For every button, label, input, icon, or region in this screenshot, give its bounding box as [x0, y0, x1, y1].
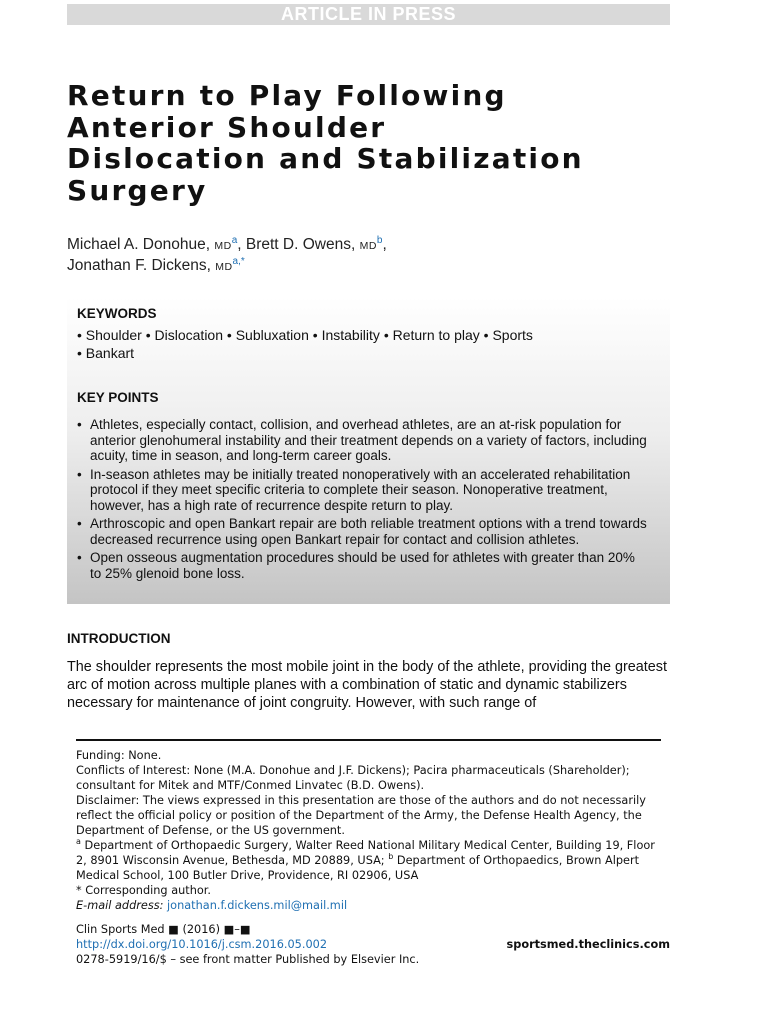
keyword: Instability — [321, 327, 380, 343]
introduction-body: The shoulder represents the most mobile joint in the body of the athlete, providing the greatest arc of motion across multiple planes with a combination of static and dynamic stabilizers necessary for maintenance of joint congruity. However, with such range of — [67, 659, 667, 711]
keyword-bullet: • — [226, 327, 236, 343]
title-line: Dislocation and Stabilization — [67, 142, 584, 175]
affiliation-a: Department of Orthopaedic Surgery, Walter Reed National Military Medical Center, Building 19, Floor 2, 8901 Wisconsin Avenue, Bethesda, MD 20889, USA; — [76, 839, 655, 867]
copyright-line: 0278-5919/16/$ – see front matter Published by Elsevier Inc. — [76, 953, 420, 966]
page-footer — [76, 922, 670, 967]
author-list — [67, 235, 687, 277]
email-line — [76, 898, 666, 913]
affiliation-link[interactable]: a — [231, 234, 238, 246]
author-separator: , — [382, 236, 387, 253]
keyword: Return to play — [392, 327, 480, 343]
keyword-bullet: • — [77, 327, 86, 343]
article-title — [67, 80, 687, 206]
keywords-keypoints-box — [67, 297, 670, 604]
title-line: Return to Play Following — [67, 79, 507, 112]
key-point-item: • Arthroscopic and open Bankart repair are both reliable treatment options with a trend towards decreased recurrence using open Bankart repair for contact and collision athletes. — [77, 516, 649, 547]
keyword: Bankart — [85, 344, 135, 361]
title-line: Anterior Shoulder — [67, 110, 387, 144]
key-points-list — [77, 417, 649, 584]
affiliation-marker: b — [388, 852, 394, 862]
key-point-item: • Athletes, especially contact, collision, and overhead athletes, are an at-risk population for anterior glenohumeral instability and their treatment depends on a variety of factors, including acuity, time in season, and long-term career goals. — [77, 417, 649, 464]
author-name: Jonathan F. Dickens, — [67, 257, 216, 274]
author-degree: MD — [214, 240, 232, 252]
author-line — [67, 235, 687, 256]
author-line — [67, 256, 687, 277]
email-label: E-mail address: — [76, 899, 164, 912]
key-point-item: • Open osseous augmentation procedures should be used for athletes with greater than 20% to 25% glenoid bone loss. — [77, 550, 649, 581]
funding-note: Funding: None. — [76, 749, 162, 762]
keyword-bullet: • — [483, 327, 493, 343]
email-link[interactable]: jonathan.f.dickens.mil@mail.mil — [167, 899, 348, 912]
disclaimer-note: Disclaimer: The views expressed in this presentation are those of the authors and do not necessarily reflect the official policy or position of the Department of the Army, the Defense Health Agency, the Department of Defense, or the US government. — [76, 794, 646, 837]
affiliation-link[interactable]: b — [376, 234, 383, 246]
keyword-bullet: • — [145, 327, 155, 343]
footnote-divider — [76, 739, 661, 741]
affiliation-link[interactable]: a,* — [232, 255, 245, 267]
author-name: Brett D. Owens, — [245, 236, 360, 253]
keywords-list — [77, 327, 662, 362]
author-separator: , — [237, 236, 246, 253]
title-line: Surgery — [67, 173, 208, 207]
author-name: Michael A. Donohue, — [67, 236, 215, 253]
keyword: Sports — [492, 327, 533, 343]
affiliation-marker: a — [76, 837, 81, 847]
key-points-heading: KEY POINTS — [77, 390, 159, 405]
article-in-press-banner: ARTICLE IN PRESS — [67, 4, 670, 25]
keyword: Shoulder — [85, 327, 142, 343]
conflicts-note: Conflicts of Interest: None (M.A. Donohue and J.F. Dickens); Pacira pharmaceuticals (Shareholder); consultant for Mitek and MTF/Conmed Linvatec (B.D. Owens). — [76, 764, 630, 792]
keyword-bullet: • — [383, 327, 393, 343]
corresponding-note: * Corresponding author. — [76, 884, 211, 897]
footnotes — [76, 748, 666, 913]
author-degree: MD — [215, 261, 233, 273]
doi-link[interactable]: http://dx.doi.org/10.1016/j.csm.2016.05.002 — [76, 938, 328, 951]
journal-website: sportsmed.theclinics.com — [506, 938, 670, 951]
keywords-heading: KEYWORDS — [77, 306, 157, 321]
keyword-bullet: • — [312, 327, 322, 343]
affiliations-note — [76, 838, 666, 883]
keyword-bullet: • — [77, 344, 86, 361]
author-degree: MD — [359, 240, 377, 252]
key-point-item: • In-season athletes may be initially treated nonoperatively with an accelerated rehabilitation protocol if they meet specific criteria to complete their season. Nonoperative treatment, however, has a high rate of recurrence despite return to play. — [77, 467, 649, 514]
keyword: Dislocation — [154, 327, 224, 343]
keyword: Subluxation — [235, 327, 309, 343]
affiliation-b: Department of Orthopaedics, Brown Alpert Medical School, 100 Butler Drive, Providence, RI 02906, USA — [76, 854, 640, 882]
introduction-heading: INTRODUCTION — [67, 631, 171, 646]
journal-citation: Clin Sports Med ■ (2016) ■–■ — [76, 923, 251, 936]
